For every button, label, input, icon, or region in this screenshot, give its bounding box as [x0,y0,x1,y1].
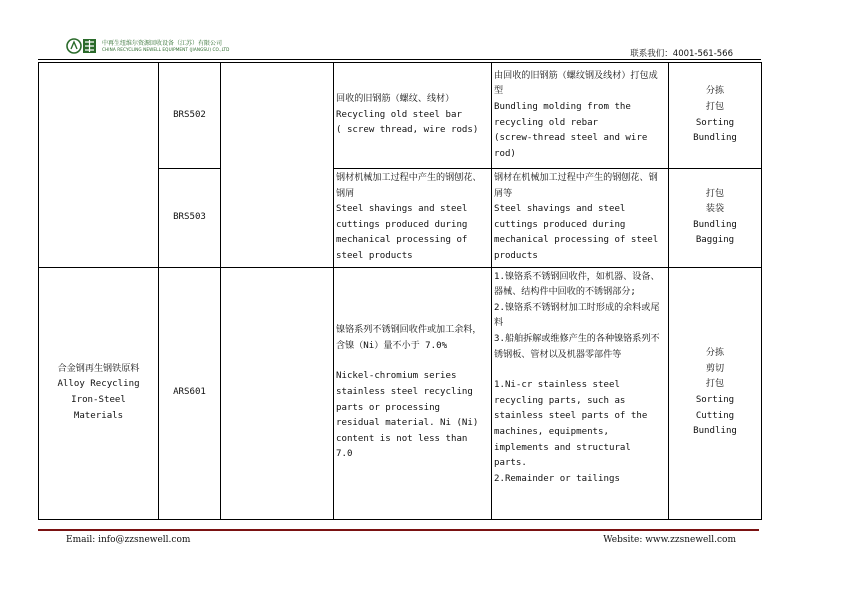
spec-cell-empty [221,63,334,268]
source-cell [492,267,669,519]
header-divider [38,59,761,60]
spec-cell-empty [221,267,334,519]
logo-company-name-en: CHINA RECYCLING NEWELL EQUIPMENT (JIANGSU) CO.,LTD [102,46,230,52]
description-cell: 回收的旧钢筋（螺纹、线材） Recycling old steel bar ( screw thread, wire rods) [334,63,492,169]
code-cell: BRS502 [159,63,221,169]
source-cell: 由回收的旧钢筋（螺纹钢及线材）打包成型 Bundling molding from the recycling old rebar (screw-thread steel and wire rod) [492,63,669,169]
contact-phone: 联系我们：4001-561-566 [630,49,733,59]
company-logo [66,36,229,56]
logo-mark-icon [66,36,98,56]
footer-email: Email: info@zzsnewell.com [66,535,191,545]
category-cell-empty [39,63,159,268]
code-cell: ARS601 [159,267,221,519]
material-spec-table [38,62,762,520]
table-row [39,267,762,519]
description-cell: 钢材机械加工过程中产生的钢刨花、钢屑 Steel shavings and steel cuttings produced during mechanical processing of steel products [334,169,492,268]
source-cell: 钢材在机械加工过程中产生的钢刨花、钢 屑等 Steel shavings and steel cuttings produced during mechanical processing of steel products [492,169,669,268]
process-cell: 打包 装袋 Bundling Bagging [669,169,762,268]
source-cn: 1.镍铬系不锈钢回收件，如机器、设备、器械、结构件中回收的不锈钢部分; 2.镍铬系不锈钢材加工时形成的余料或尾料 3.船舶拆解或维修产生的各种镍铬系列不锈钢板、管材以及机器零部件等 [494,271,660,360]
description-en: Nickel-chromium series stainless steel recycling parts or processing residual material. Ni (Ni) content is not less than 7.0 [336,371,479,460]
description-cell [334,267,492,519]
source-en: 1.Ni-cr stainless steel recycling parts, such as stainless steel parts of the machines, equipments, implements and structural parts. 2.Remainder or tailings [494,380,648,484]
process-cell: 分拣 打包 Sorting Bundling [669,63,762,169]
footer-divider [38,529,759,531]
logo-company-name-cn: 中再生纽维尔资源回收设备（江苏）有限公司 [102,39,223,47]
process-cell: 分拣 剪切 打包 Sorting Cutting Bundling [669,267,762,519]
code-cell: BRS503 [159,169,221,268]
description-cn: 镍铬系列不锈钢回收件或加工余料， 含镍（Ni）量不小于 7.0% [336,325,482,351]
table-row [39,63,762,169]
footer-website: Website: www.zzsnewell.com [603,535,736,545]
category-cell: 合金钢再生钢铁原料 Alloy Recycling Iron-Steel Materials [39,267,159,519]
